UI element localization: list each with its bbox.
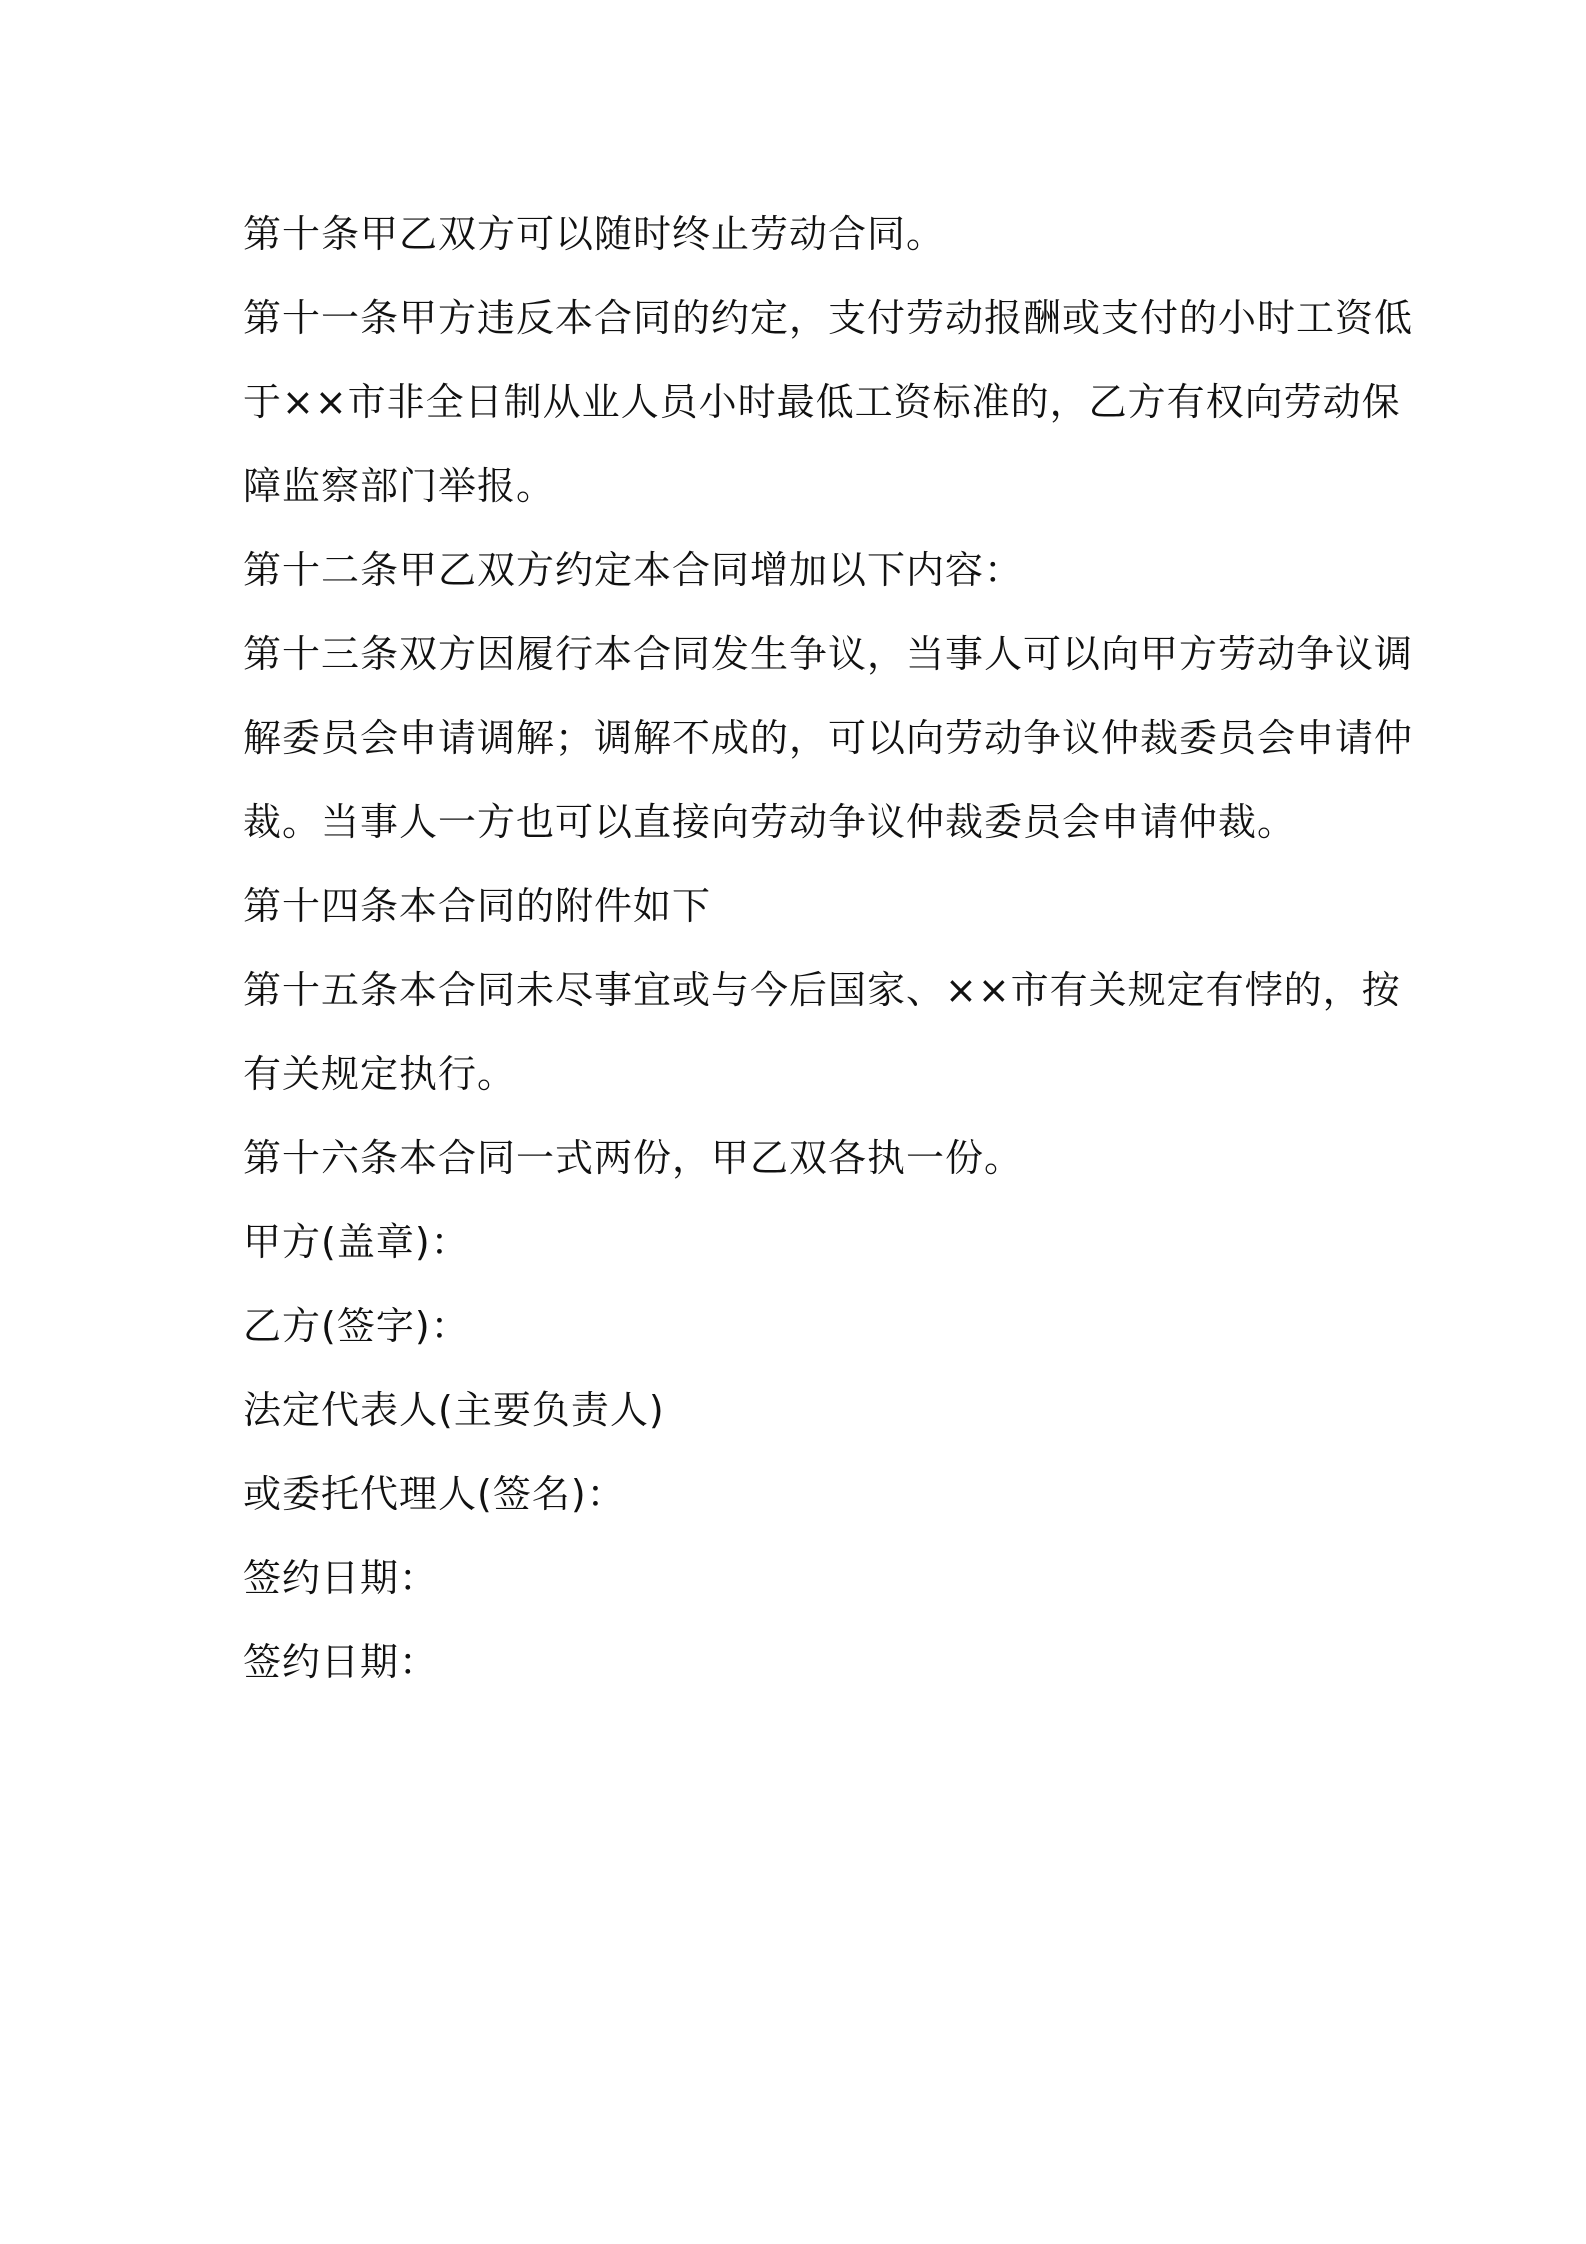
clause-10: 第十条甲乙双方可以随时终止劳动合同。 [243,212,946,256]
legal-representative-label: 法定代表人(主要负责人) [243,1388,665,1432]
clause-16: 第十六条本合同一式两份，甲乙双各执一份。 [243,1136,1024,1180]
clause-13-line-1: 第十三条双方因履行本合同发生争议，当事人可以向甲方劳动争议调 [243,632,1414,676]
contract-body [243,192,1414,1704]
signature-block [243,1200,1363,1704]
signing-date-label-1: 签约日期： [243,1556,439,1600]
authorized-agent-label: 或委托代理人(签名)： [243,1472,626,1516]
clause-14: 第十四条本合同的附件如下 [243,884,712,928]
clause-11-line-2: 于××市非全日制从业人员小时最低工资标准的，乙方有权向劳动保 [243,380,1401,424]
clause-12: 第十二条甲乙双方约定本合同增加以下内容： [243,548,1024,592]
party-a-seal-label: 甲方(盖章)： [243,1220,470,1264]
signing-date-label-2: 签约日期： [243,1640,439,1684]
party-b-signature-label: 乙方(签字)： [243,1304,470,1348]
clause-13-line-2: 解委员会申请调解；调解不成的，可以向劳动争议仲裁委员会申请仲 [243,716,1414,760]
clause-11-line-3: 障监察部门举报。 [243,464,556,508]
clause-15-line-1: 第十五条本合同未尽事宜或与今后国家、××市有关规定有悖的，按 [243,968,1401,1012]
clause-11-line-1: 第十一条甲方违反本合同的约定，支付劳动报酬或支付的小时工资低 [243,296,1414,340]
clause-13-line-3: 裁。当事人一方也可以直接向劳动争议仲裁委员会申请仲裁。 [243,800,1297,844]
clause-15-line-2: 有关规定执行。 [243,1052,517,1096]
